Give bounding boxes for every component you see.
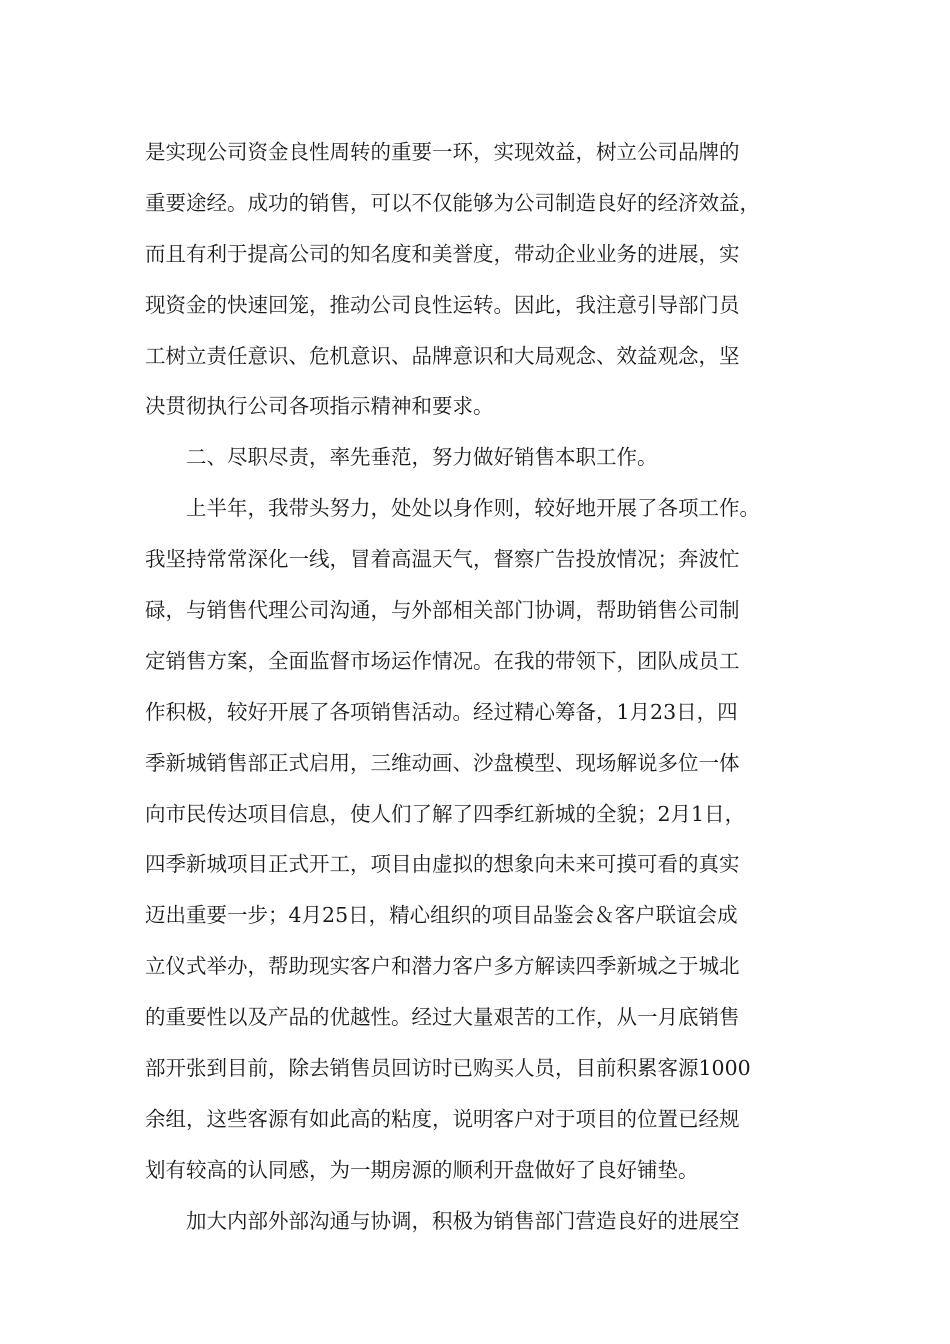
paragraph-2-line: 我坚持常常深化一线，冒着高温天气，督察广告投放情况；奔波忙 [145,547,740,572]
paragraph-1-line: 现资金的快速回笼，推动公司良性运转。因此，我注意引导部门员 [145,292,740,317]
paragraph-2-line: 余组，这些客源有如此高的粘度，说明客户对于项目的位置已经规 [145,1106,740,1131]
paragraph-2-line: 向市民传达项目信息，使人们了解了四季红新城的全貌；2月1日， [145,801,746,826]
paragraph-2-line: 立仪式举办，帮助现实客户和潜力客户多方解读四季新城之于城北 [145,954,740,979]
paragraph-1-line: 工树立责任意识、危机意识、品牌意识和大局观念、效益观念，坚 [145,343,740,368]
paragraph-2-line: 部开张到目前，除去销售员回访时已购买人员，目前积累客源1000 [145,1056,751,1081]
paragraph-2-line: 上半年，我带头努力，处处以身作则，较好地开展了各项工作。 [186,496,760,521]
paragraph-1-line: 决贯彻执行公司各项指示精神和要求。 [145,394,494,419]
paragraph-2-line: 划有较高的认同感，为一期房源的顺利开盘做好了良好铺垫。 [145,1157,699,1182]
paragraph-2-line: 作积极，较好开展了各项销售活动。经过精心筹备，1月23日，四 [145,699,738,724]
paragraph-2-line: 迈出重要一步；4月25日，精心组织的项目品鉴会＆客户联谊会成 [145,903,738,928]
paragraph-1-line: 重要途经。成功的销售，可以不仅能够为公司制造良好的经济效益， [145,190,760,215]
section-heading: 二、尽职尽责，率先垂范，努力做好销售本职工作。 [186,445,658,470]
paragraph-1-line: 是实现公司资金良性周转的重要一环，实现效益，树立公司品牌的 [145,140,740,164]
paragraph-2-line: 碌，与销售代理公司沟通，与外部相关部门协调，帮助销售公司制 [145,598,740,623]
paragraph-2-line: 定销售方案，全面监督市场运作情况。在我的带领下，团队成员工 [145,648,740,673]
paragraph-2-line: 季新城销售部正式启用，三维动画、沙盘模型、现场解说多位一体 [145,750,740,775]
paragraph-2-line: 四季新城项目正式开工，项目由虚拟的想象向未来可摸可看的真实 [145,852,740,877]
paragraph-3-line: 加大内部外部沟通与协调，积极为销售部门营造良好的进展空 [186,1208,740,1233]
paragraph-1-line: 而且有利于提高公司的知名度和美誉度，带动企业业务的进展，实 [145,241,740,266]
document-body [145,127,825,1247]
paragraph-2-line: 的重要性以及产品的优越性。经过大量艰苦的工作，从一月底销售 [145,1005,740,1030]
